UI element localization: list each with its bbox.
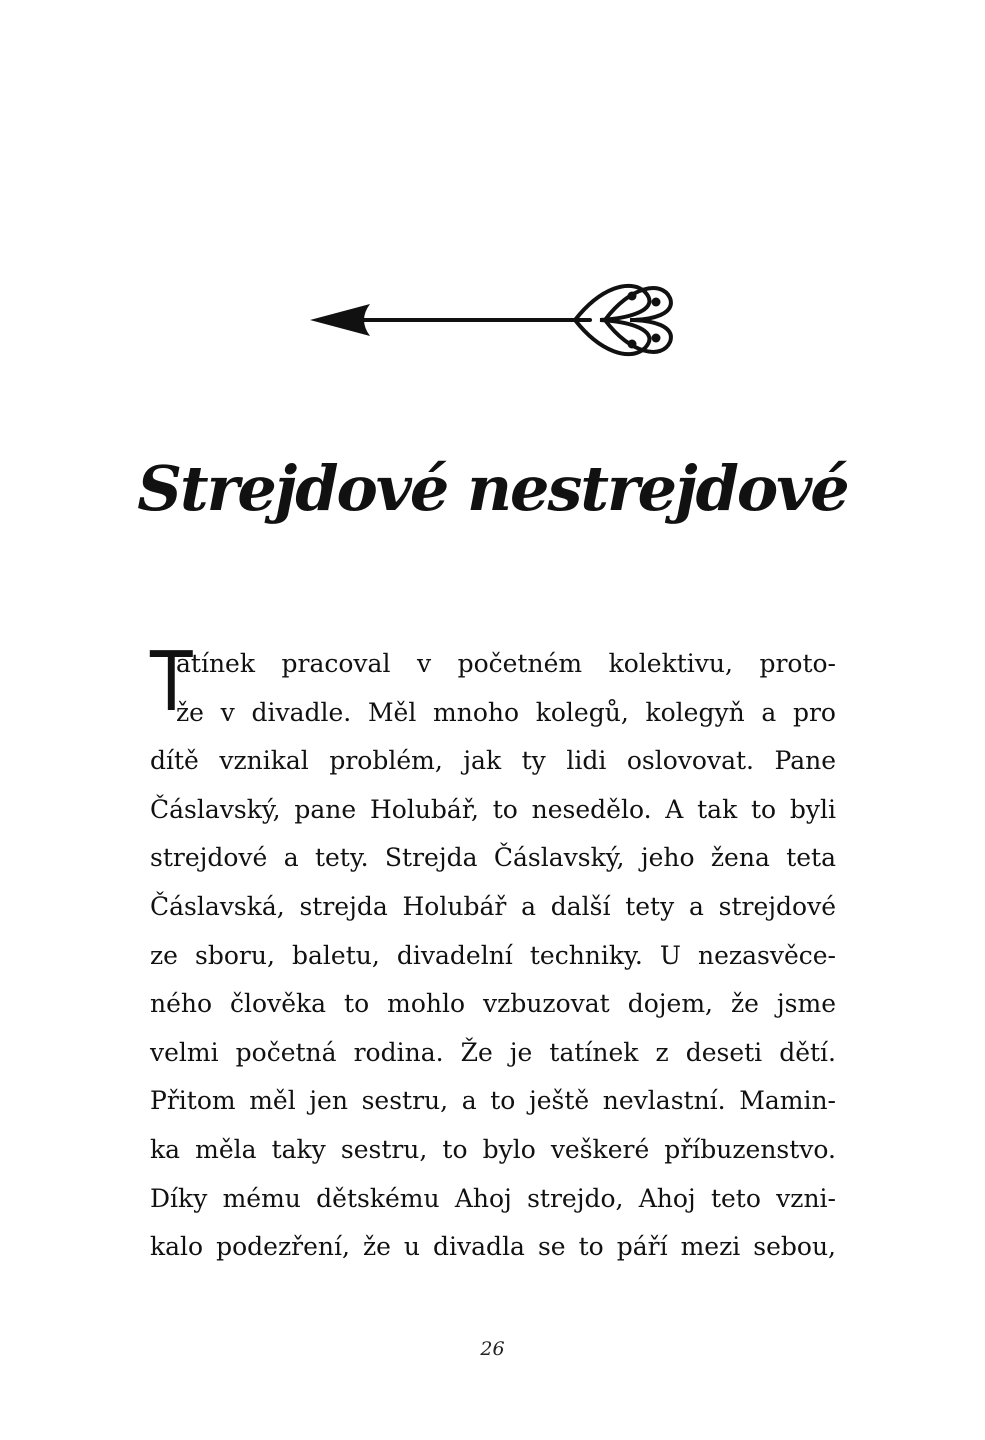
text-line: že v divadle. Měl mnoho kolegů, kolegyň a pro <box>176 697 836 727</box>
text-line: ka měla taky sestru, to bylo veškeré příbuzenstvo. <box>150 1134 836 1164</box>
body-paragraph <box>150 635 836 1272</box>
text-line: Přitom měl jen sestru, a to ještě nevlastní. Mamin- <box>150 1086 836 1116</box>
drop-cap: T <box>150 635 193 730</box>
text-line: velmi početná rodina. Že je tatínek z deseti dětí. <box>150 1037 836 1067</box>
text-line: Díky mému dětskému Ahoj strejdo, Ahoj teto vzni- <box>150 1183 836 1213</box>
text-line: strejdové a tety. Strejda Čáslavský, jeho žena teta <box>150 843 836 873</box>
arrow-ornament-icon <box>300 268 685 378</box>
text-line: ze sboru, baletu, divadelní techniky. U nezasvěce- <box>150 940 836 970</box>
text-line: atínek pracoval v početném kolektivu, proto- <box>176 649 836 678</box>
text-line: dítě vznikal problém, jak ty lidi oslovovat. Pane <box>150 746 836 776</box>
text-line: kalo podezření, že u divadla se to páří mezi sebou, <box>150 1232 836 1262</box>
chapter-title: Strejdové nestrejdové <box>137 452 848 525</box>
text-line: Čáslavský, pane Holubář, to nesedělo. A tak to byli <box>150 794 836 824</box>
text-line: ného člověka to mohlo vzbuzovat dojem, že jsme <box>150 989 836 1019</box>
text-line: Čáslavská, strejda Holubář a další tety a strejdové <box>150 891 836 921</box>
page-number: 26 <box>480 1338 505 1360</box>
